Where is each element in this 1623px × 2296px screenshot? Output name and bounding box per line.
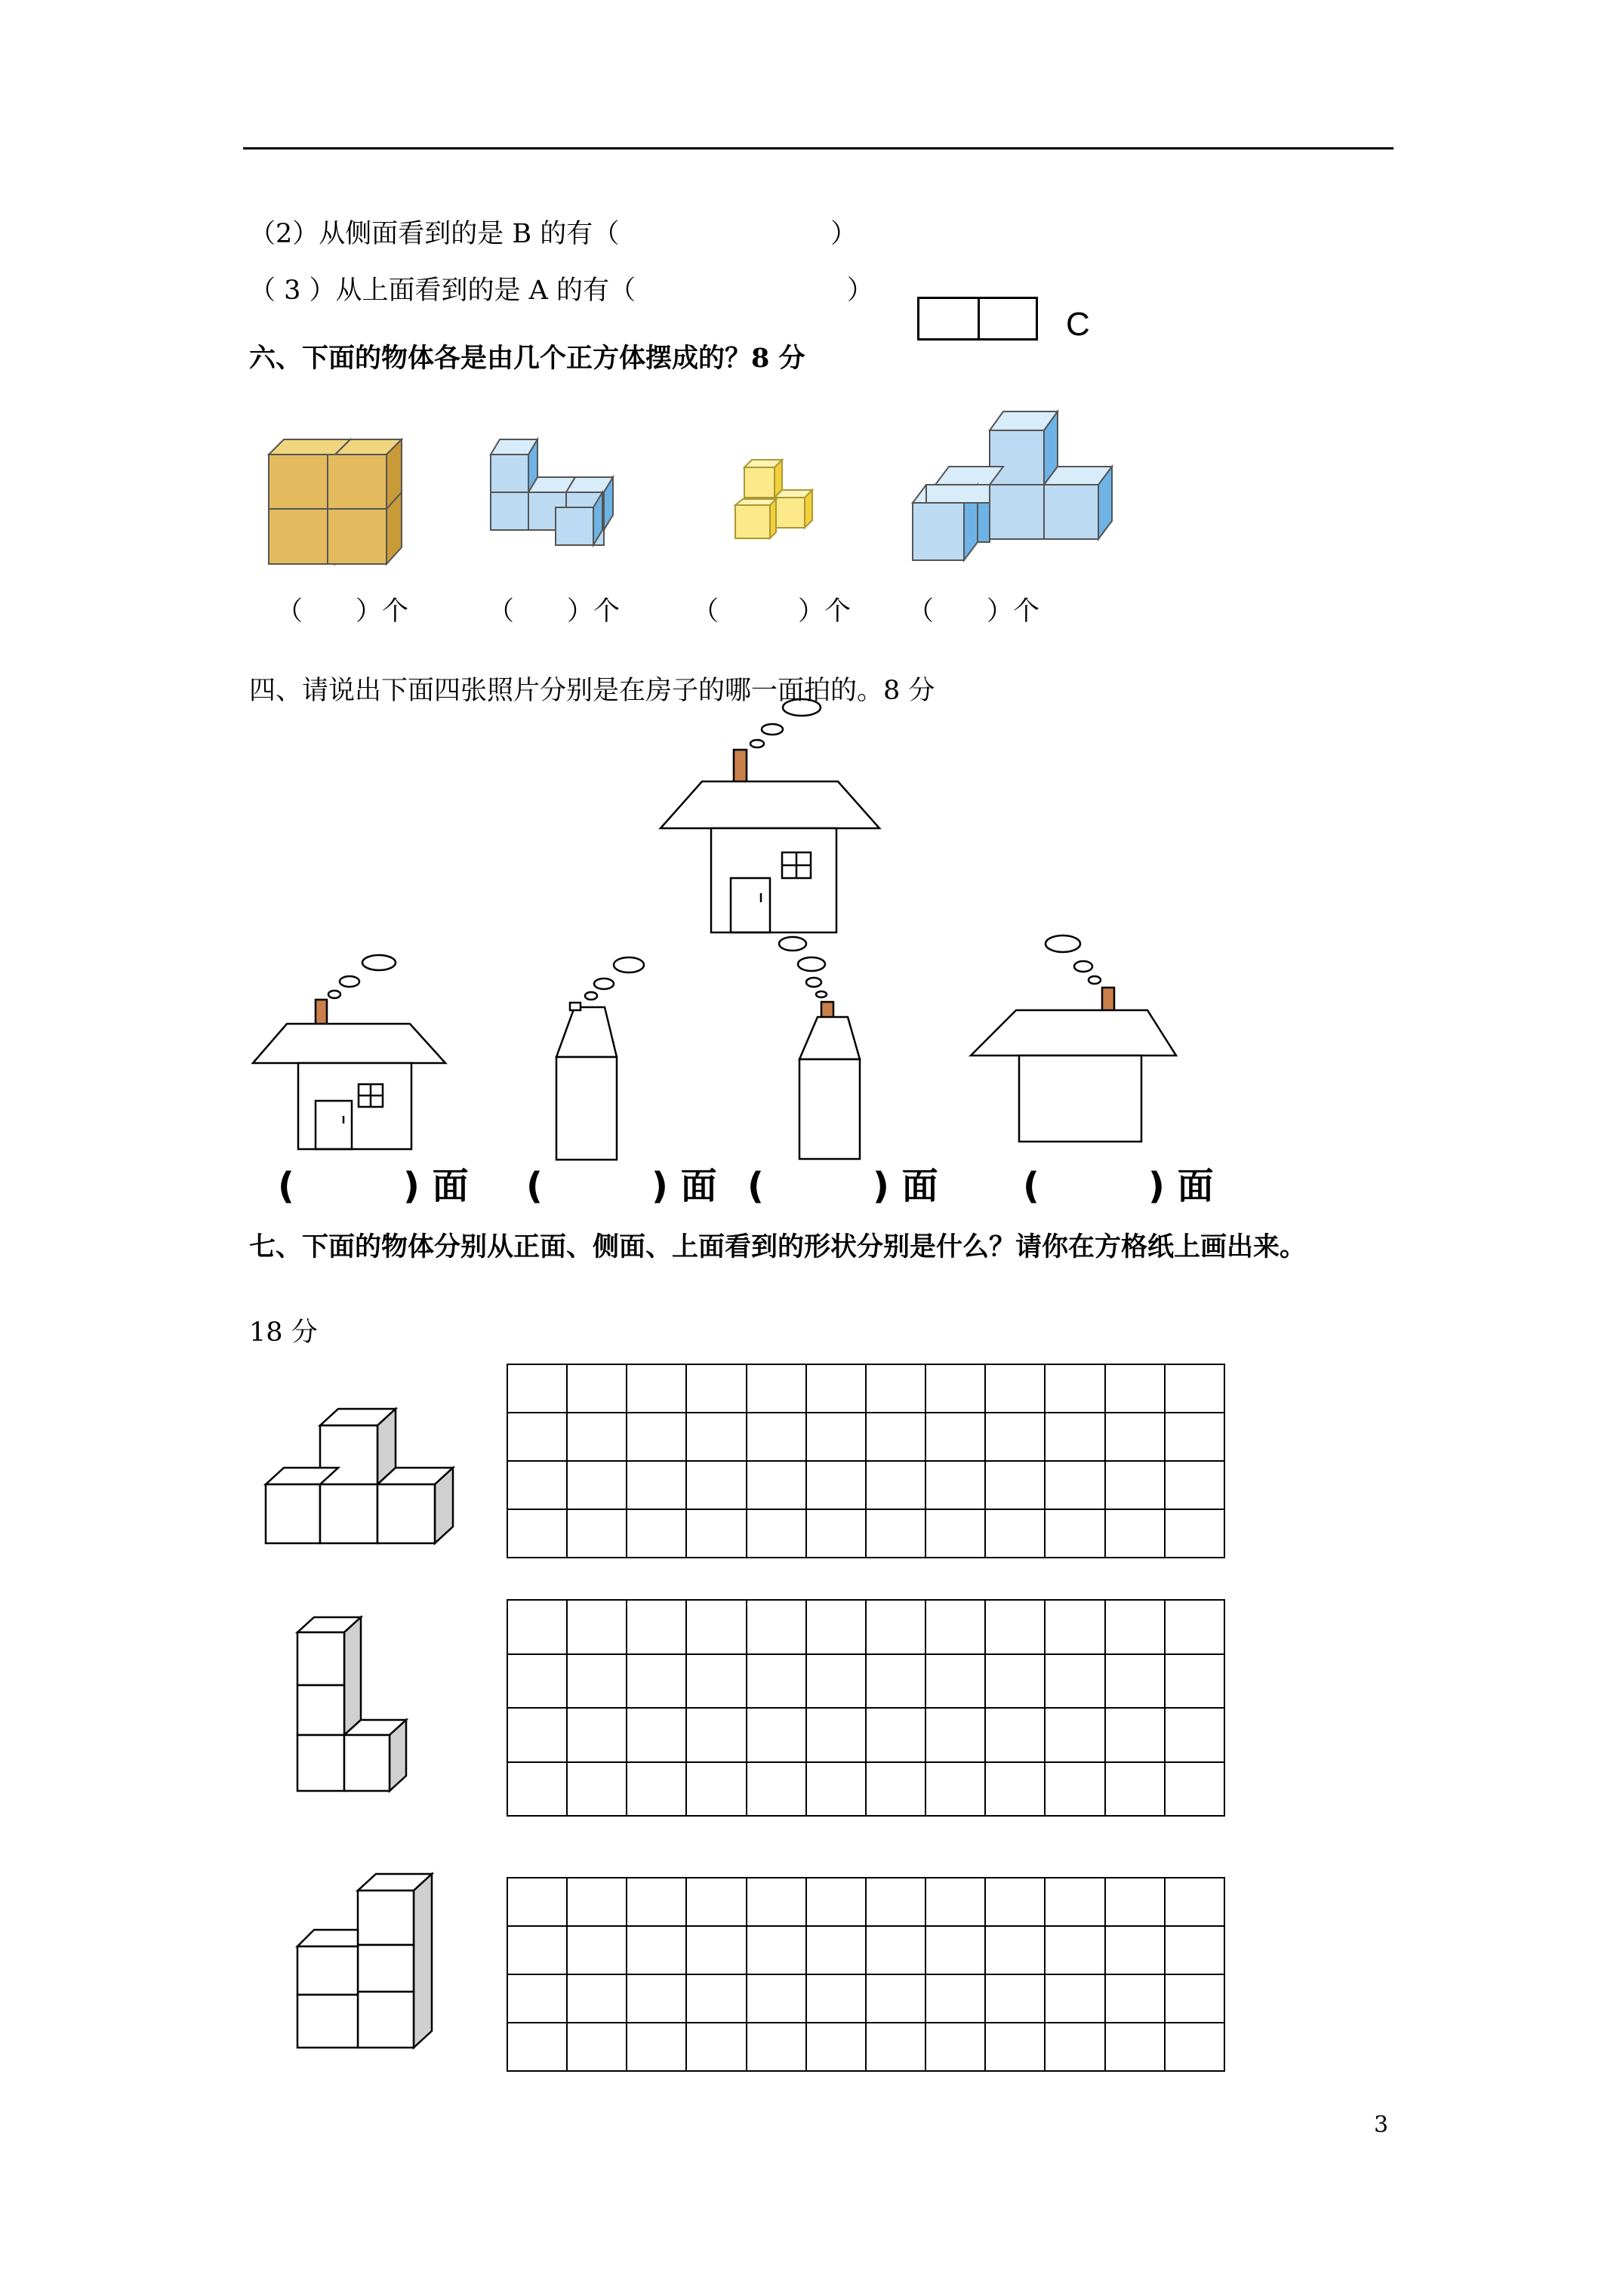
drawing-grid-3[interactable]: [507, 1877, 1225, 2072]
cubes-step-figure: [294, 1872, 445, 2054]
drawing-grid-2[interactable]: [507, 1599, 1225, 1817]
answer-4-2: ( ) 面: [526, 1165, 717, 1207]
drawing-grid-1[interactable]: [507, 1364, 1225, 1558]
main-house-figure: [664, 691, 883, 940]
blue-pyramid-figure: [910, 408, 1136, 566]
page-number: 3: [1374, 2112, 1389, 2138]
house-side-left-figure: [547, 951, 653, 1163]
house-back-figure: [974, 929, 1185, 1155]
answer-4-3: ( ) 面: [747, 1165, 938, 1207]
answer-4-1: ( ) 面: [278, 1165, 469, 1207]
question-5-2: （2）从侧面看到的是 B 的有（ ）: [249, 219, 858, 249]
gold-cube-figure: [264, 438, 400, 566]
yellow-cubes-figure: [732, 457, 830, 547]
section-7-points: 18 分: [249, 1318, 318, 1348]
question-5-3: （ 3 ）从上面看到的是 A 的有（ ）: [249, 276, 874, 306]
shape-c-label: C: [1066, 306, 1090, 343]
section-7-title: 七、下面的物体分别从正面、侧面、上面看到的形状分别是什么？请你在方格纸上画出来。: [249, 1231, 1307, 1262]
answer-6-4: （ ）个: [907, 596, 1040, 627]
answer-6-3: （ ）个: [692, 596, 852, 627]
shape-c-rect: [917, 297, 1038, 341]
cubes-l-figure: [294, 1616, 415, 1797]
house-side-right-figure: [796, 948, 902, 1163]
section-4-title: 四、请说出下面四张照片分别是在房子的哪一面拍的。8 分: [249, 676, 935, 706]
answer-6-1: （ ）个: [276, 596, 409, 627]
header-rule: [243, 147, 1394, 149]
answer-4-4: ( ) 面: [1023, 1165, 1214, 1207]
cubes-pyramid-figure: [264, 1412, 468, 1563]
answer-6-2: （ ）个: [488, 596, 621, 627]
blue-l-figure: [489, 438, 633, 551]
section-6-title: 六、下面的物体各是由几个正方体摆成的？8 分: [249, 343, 805, 374]
house-front-figure: [257, 944, 453, 1155]
